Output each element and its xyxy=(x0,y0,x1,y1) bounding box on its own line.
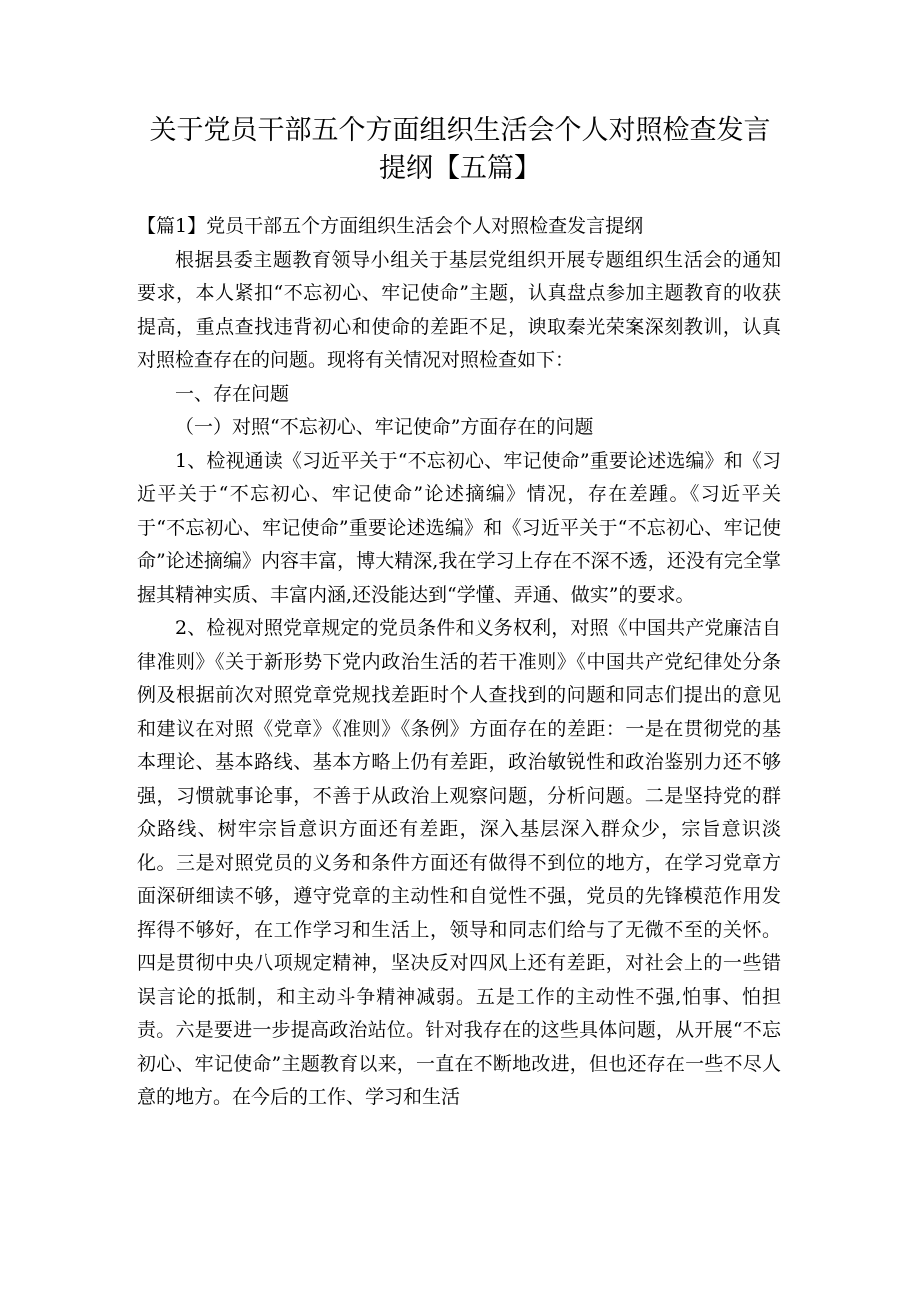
title-line-2: 提纲【五篇】 xyxy=(379,153,541,184)
paragraph-item-2: 2、检视对照党章规定的党员条件和义务权利，对照《中国共产党廉洁自律准则》《关于新形势下党内政治生活的若干准则》《中国共产党纪律处分条例及根据前次对照党章党规找差距时个人查找到的问题和同志们提出的意见和建议在对照《党章》《准则》《条例》方面存在的差距：一是在贯彻党的基本理论、基本路线、基本方略上仍有差距，政治敏锐性和政治鉴别力还不够强，习惯就事论事，不善于从政治上观察问题，分析问题。二是坚持党的群众路线、树牢宗旨意识方面还有差距，深入基层深入群众少，宗旨意识淡化。三是对照党员的义务和条件方面还有做得不到位的地方，在学习党章方面深研细读不够，遵守党章的主动性和自觉性不强，党员的先锋模范作用发挥得不够好，在工作学习和生活上，领导和同志们给与了无微不至的关怀。四是贯彻中央八项规定精神，坚决反对四风上还有差距，对社会上的一些错误言论的抵制，和主动斗争精神减弱。五是工作的主动性不强,怕事、怕担责。六是要进一步提高政治站位。针对我存在的这些具体问题，从开展“不忘初心、牢记使命”主题教育以来，一直在不断地改进，但也还存在一些不尽人意的地方。在今后的工作、学习和生活 xyxy=(137,617,781,1108)
intro-paragraph: 根据县委主题教育领导小组关于基层党组织开展专题组织生活会的通知要求，本人紧扣“不忘初心、牢记使命”主题，认真盘点参加主题教育的收获提高，重点查找违背初心和使命的差距不足，谀取秦光荣案深刻教训，认真对照检查存在的问题。现将有关情况对照检查如下： xyxy=(137,248,781,371)
subheading-problems: （一）对照“不忘初心、牢记使命”方面存在的问题 xyxy=(175,416,594,438)
document-body xyxy=(137,210,781,1115)
heading-existing-problems: 一、存在问题 xyxy=(175,382,290,405)
section-heading: 【篇1】党员干部五个方面组织生活会个人对照检查发言提纲 xyxy=(137,215,644,237)
paragraph-item-1: 1、检视通读《习近平关于“不忘初心、牢记使命”重要论述选编》和《习近平关于“不忘初心、牢记使命”论述摘编》情况，存在差踵。《习近平关于“不忘初心、牢记使命”重要论述选编》和《习近平关于“不忘初心、牢记使命”论述摘编》内容丰富，博大精深,我在学习上存在不深不透，还没有完全掌握其精神实质、丰富内涵,还没能达到“学懂、弄通、做实”的要求。 xyxy=(137,449,781,606)
title-line-1: 关于党员干部五个方面组织生活会个人对照检查发言 xyxy=(149,115,771,146)
document-title xyxy=(120,112,800,188)
